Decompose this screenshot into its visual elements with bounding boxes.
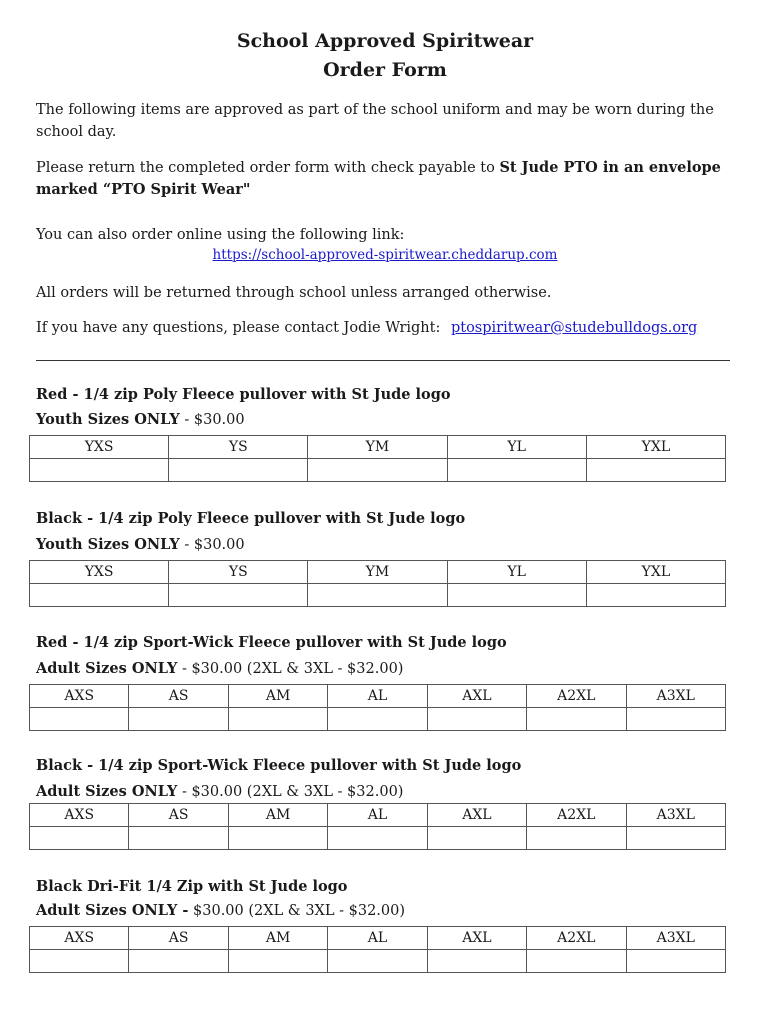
quantity-cell[interactable] [586, 584, 725, 607]
size-header: AXL [427, 685, 526, 708]
product-sizes-price [36, 536, 245, 553]
product-sizes-price [36, 783, 403, 800]
quantity-row [30, 459, 726, 482]
sizes-label: Youth Sizes ONLY [36, 411, 180, 428]
size-header: YXL [586, 561, 725, 584]
size-header-row [30, 927, 726, 950]
quantity-cell[interactable] [129, 950, 228, 973]
quantity-cell[interactable] [129, 827, 228, 850]
quantity-cell[interactable] [228, 827, 327, 850]
price-text: - $30.00 (2XL & 3XL - $32.00) [177, 661, 404, 677]
product-sizes-price [36, 902, 405, 919]
size-header: AXS [30, 804, 129, 827]
product-name-black-dri-fit: Black Dri-Fit 1/4 Zip with St Jude logo [36, 878, 348, 895]
quantity-row [30, 708, 726, 731]
size-header: A3XL [626, 927, 725, 950]
section-divider [36, 360, 730, 361]
quantity-cell[interactable] [169, 584, 308, 607]
order-table-black-poly-fleece [29, 560, 726, 607]
quantity-row [30, 584, 726, 607]
order-table-red-sport-wick [29, 684, 726, 731]
intro-paragraph-returned: All orders will be returned through school unless arranged otherwise. [36, 285, 552, 301]
quantity-cell[interactable] [447, 584, 586, 607]
size-header: AL [328, 927, 427, 950]
quantity-cell[interactable] [328, 827, 427, 850]
quantity-cell[interactable] [30, 950, 129, 973]
size-header: YXS [30, 436, 169, 459]
quantity-cell[interactable] [30, 827, 129, 850]
page-title: School Approved Spiritwear [236, 30, 534, 52]
quantity-cell[interactable] [228, 950, 327, 973]
size-header: AM [228, 927, 327, 950]
product-name-black-poly-fleece: Black - 1/4 zip Poly Fleece pullover with St Jude logo [36, 510, 466, 527]
quantity-cell[interactable] [129, 708, 228, 731]
quantity-cell[interactable] [228, 708, 327, 731]
size-header: A2XL [527, 927, 626, 950]
size-header-row [30, 436, 726, 459]
size-header: A2XL [527, 685, 626, 708]
intro-paragraph-online: You can also order online using the following link: [36, 227, 405, 243]
order-table-red-poly-fleece [29, 435, 726, 482]
order-table-black-sport-wick [29, 803, 726, 850]
quantity-cell[interactable] [169, 459, 308, 482]
online-order-link[interactable]: https://school-approved-spiritwear.cheddarup.com [212, 247, 558, 263]
online-order-link-row [0, 247, 770, 263]
size-header: YXS [30, 561, 169, 584]
size-header-row [30, 561, 726, 584]
contact-text: If you have any questions, please contact Jodie Wright: [36, 320, 441, 336]
size-header: YS [169, 561, 308, 584]
quantity-cell[interactable] [30, 459, 169, 482]
price-text: $30.00 (2XL & 3XL - $32.00) [188, 903, 406, 919]
contact-email-link[interactable]: ptospiritwear@studebulldogs.org [450, 320, 698, 336]
size-header: AM [228, 685, 327, 708]
price-text: - $30.00 [179, 537, 245, 553]
quantity-cell[interactable] [626, 708, 725, 731]
size-header: YM [308, 561, 447, 584]
quantity-row [30, 950, 726, 973]
quantity-cell[interactable] [427, 708, 526, 731]
page-subtitle: Order Form [323, 59, 447, 81]
size-header-row [30, 685, 726, 708]
product-sizes-price [36, 411, 245, 428]
quantity-cell[interactable] [527, 950, 626, 973]
size-header: AS [129, 927, 228, 950]
quantity-cell[interactable] [527, 708, 626, 731]
size-header: AXL [427, 927, 526, 950]
intro-paragraph-contact [36, 317, 736, 339]
price-text: - $30.00 (2XL & 3XL - $32.00) [177, 784, 404, 800]
size-header: AM [228, 804, 327, 827]
size-header: A3XL [626, 685, 725, 708]
payable-to-text: St Jude PTO in an envelope marked “PTO Spirit Wear" [36, 159, 721, 198]
size-header: YL [447, 561, 586, 584]
size-header: AS [129, 685, 228, 708]
product-name-red-sport-wick: Red - 1/4 zip Sport-Wick Fleece pullover with St Jude logo [36, 634, 507, 651]
quantity-cell[interactable] [328, 950, 427, 973]
quantity-cell[interactable] [427, 950, 526, 973]
size-header: AXS [30, 927, 129, 950]
intro-paragraph-uniform: The following items are approved as part of the school uniform and may be worn during the school day. [36, 102, 714, 140]
order-table-black-dri-fit [29, 926, 726, 973]
size-header: YM [308, 436, 447, 459]
size-header-row [30, 804, 726, 827]
intro-paragraph-return [36, 157, 736, 201]
price-text: - $30.00 [179, 412, 245, 428]
size-header: AL [328, 685, 427, 708]
return-instructions-text: Please return the completed order form with check payable to [36, 160, 500, 176]
size-header: YL [447, 436, 586, 459]
quantity-cell[interactable] [30, 708, 129, 731]
quantity-cell[interactable] [626, 827, 725, 850]
quantity-cell[interactable] [30, 584, 169, 607]
quantity-cell[interactable] [427, 827, 526, 850]
product-name-red-poly-fleece: Red - 1/4 zip Poly Fleece pullover with St Jude logo [36, 386, 451, 403]
quantity-cell[interactable] [308, 459, 447, 482]
quantity-cell[interactable] [308, 584, 447, 607]
quantity-cell[interactable] [626, 950, 725, 973]
quantity-cell[interactable] [328, 708, 427, 731]
product-name-black-sport-wick: Black - 1/4 zip Sport-Wick Fleece pullover with St Jude logo [36, 757, 522, 774]
sizes-label: Adult Sizes ONLY [36, 660, 178, 677]
sizes-label: Adult Sizes ONLY - [36, 902, 189, 919]
size-header: YS [169, 436, 308, 459]
sizes-label: Youth Sizes ONLY [36, 536, 180, 553]
quantity-cell[interactable] [527, 827, 626, 850]
quantity-cell[interactable] [586, 459, 725, 482]
product-sizes-price [36, 660, 403, 677]
size-header: AXS [30, 685, 129, 708]
size-header: AL [328, 804, 427, 827]
quantity-row [30, 827, 726, 850]
size-header: A2XL [527, 804, 626, 827]
size-header: AS [129, 804, 228, 827]
sizes-label: Adult Sizes ONLY [36, 783, 178, 800]
size-header: A3XL [626, 804, 725, 827]
size-header: AXL [427, 804, 526, 827]
size-header: YXL [586, 436, 725, 459]
quantity-cell[interactable] [447, 459, 586, 482]
